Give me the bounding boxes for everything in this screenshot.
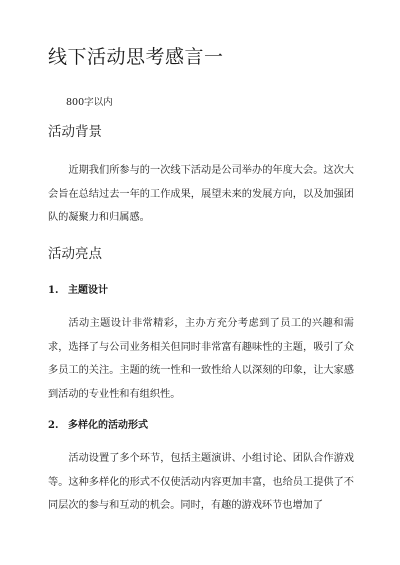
- section-heading-highlights: 活动亮点: [48, 246, 102, 262]
- highlight-title: 多样化的活动形式: [68, 420, 148, 431]
- theme-paragraph: 活动主题设计非常精彩，主办方充分考虑到了员工的兴趣和需求，选择了与公司业务相关但同时非常富有趣味性的主题，吸引了众多员工的关注。主题的统一性和一致性给人以深刻的印象，让大家感到活动的专业性和有组织性。: [48, 318, 354, 400]
- highlight-heading-formats: [48, 418, 148, 434]
- highlight-number: 2.: [48, 420, 59, 431]
- formats-paragraph: 活动设置了多个环节，包括主题演讲、小组讨论、团队合作游戏等。这种多样化的形式不仅使活动内容更加丰富，也给员工提供了不同层次的参与和互动的机会。同时，有趣的游戏环节也增加了: [48, 453, 354, 511]
- background-paragraph: 近期我们所参与的一次线下活动是公司举办的年度大会。这次大会旨在总结过去一年的工作成果，展望未来的发展方向，以及加强团队的凝聚力和归属感。: [48, 165, 354, 223]
- section-heading-background: 活动背景: [48, 124, 102, 140]
- highlight-title: 主题设计: [68, 285, 108, 296]
- highlight-number: 1.: [48, 285, 59, 296]
- highlight-heading-theme: [48, 283, 108, 299]
- word-limit-note: 800字以内: [66, 97, 113, 108]
- document-title: 线下活动思考感言一: [48, 46, 224, 68]
